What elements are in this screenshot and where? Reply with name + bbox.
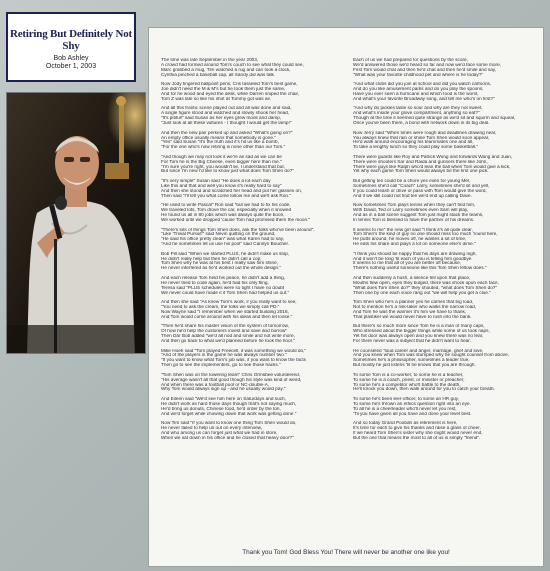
poem-line: But mostly he just listens 'til he knows that you are through. [353, 363, 476, 368]
poem-line: You always knew that rain or shine Tom Shen would soon appear, [353, 135, 490, 140]
poem-line: Tom Z was late so like his shot at Tommy got was air. [161, 96, 272, 101]
poem-line: We'd answered those we'd heard so far and now we'd face some more, [353, 62, 501, 67]
poem-line: "What does Tom Shen do?" they shouted, "what does Tom Shen do?" [353, 285, 498, 290]
poem-line: To some he's been leer-officer, to some an HR guy, [353, 397, 459, 402]
poem-line: "What was your favorite childhood pet and where is he today?" [353, 72, 483, 77]
poem-line: "If you want to know what Tom's job was, if you want to know the facts [161, 358, 306, 363]
poem-line: "And though we may not look it we're as sad as we can be [161, 154, 282, 159]
poem-line: Now Tim said "If you want to know one thing Tom Shen would do, [161, 421, 297, 426]
poem-line: Of how he'd help the customers invest and save and borrow" [161, 329, 288, 334]
poem-line: And each release Tom held his peace, he didn't add a thing, [161, 275, 286, 280]
poem-line: But there's so much more since Tom he is a man of many caps, [353, 324, 485, 329]
poem-line: "For the one who's now retiring is none other than our Tom." [161, 145, 286, 150]
poem-line: "It's pitiful!" said Susan as her eyes grew moist and damp, [161, 116, 282, 121]
poem-line: And Eileen said "We'd see him here on Saturdays and such, [161, 397, 286, 402]
poem-line: "Then he'd share his master vision of the system of tomorrow, [161, 324, 289, 329]
poem-line: Joe didn't need the M & M's but he took them just the same, [161, 87, 286, 92]
poem-line: And then she said "As knew Tom's work, if you really want to see, [161, 300, 297, 305]
poem-line: It's time for each to give his thanks and raise a glass of cheer, [353, 426, 481, 431]
poem-line: Teresa said "PLUS schedules were so tight I have no doubt [161, 285, 285, 290]
poem-line: "There's lots of things Tom Shen does, ask the folks who've been around", [161, 227, 315, 232]
poem-line: That plastiker we would never have to rush into the bank. [353, 314, 472, 319]
poem-line: We worked until we dropped 'cause Tom had promised them the moon." [161, 217, 311, 222]
poem-line: Have you ever seen a hurricane and which food is the worst, [353, 91, 479, 96]
poem-line: And what's your favorite Broadway song, and tell me who's on first?" [353, 96, 495, 101]
poem-line: "You need to ask the cream, the folks we simply call PD." [161, 305, 280, 310]
poem-line: But since I'm new I'd like to know just what does Tom Shen do?" [161, 169, 294, 174]
poem-line: And so today Grand Poobah as retirement is here, [353, 421, 458, 426]
poem-left-column [161, 58, 336, 441]
poem-line: Then Dar Bob added "we'd all nod and smile and not write more, [161, 334, 295, 339]
poem-line: He eats his share and plays a lot on someone else's dime." [353, 242, 476, 247]
poem-line: And then she stood and scratched her head and put her glasses on, [161, 188, 302, 193]
poem-letter [149, 28, 543, 566]
poem-line: Now Jerry said "When times were rough and deadlines drawing near, [353, 130, 497, 135]
poem-line: Tom Shen's the kind of guy no one should miss too much 'round here, [353, 232, 498, 237]
poem-line: And you knew when Tom was stumped why he sought counsel from above, [353, 353, 509, 358]
man-at-microphone-photo [6, 92, 146, 354]
poem-line: Once you've been there, a bond with network down in its big deal. [353, 120, 490, 125]
poem-right-column [353, 58, 528, 441]
poem-line: For Tom he is the Big Cheese, even bigger here than me." [161, 159, 282, 164]
poem-line: Tom Shen who he's a planner yes he carries that big load, [353, 300, 474, 305]
poem-line: "And why do pickles taste so sour and why are they not sweet, [353, 106, 483, 111]
title-card [6, 12, 136, 82]
poem-line: Though at the time it seemed quite strange as we'd sit and squirm and squeal, [353, 116, 516, 121]
poem-footer: Thank you Tom! God Bless You! There will never be another one like you! [242, 549, 450, 556]
poem-line: Then one by one each voice rang out "we will help you get a clue." [353, 290, 491, 295]
poem-line: It seems to me" the new girl said "I think it's all quite clear, [353, 227, 473, 232]
poem-line: And as in a ball scene suggest Tom just might stack the teams, [353, 213, 484, 217]
poem-line: Mouths flew open, eyes they bulged, there was shock upon each face, [353, 280, 499, 285]
poem-line: But getting ten could be a chore yes even for young Mel, [353, 179, 471, 184]
poem-line: The time was late September in the year 2003, [161, 58, 259, 62]
poem-line: To some Tom is a co-worker, to some he is a teacher, [353, 372, 464, 377]
poem-line: And who among us can forget just what we had in store, [161, 430, 278, 435]
poem-line: To take a lengthy lunch so they could play some basketball." [353, 145, 478, 150]
poem-line: And it won't be long 'til each of you is telling him goodbye. [353, 256, 473, 261]
poem-line: Cynthia pinched a baseball cap, all Sandy did was talk. [161, 72, 276, 77]
poem-line: We traveled lots, Tom drove the car, especially when it snowed [161, 208, 292, 213]
poem-line: "Just look at all these vultures - I thought I would get the lamp!" [161, 120, 292, 125]
poem-line: To some he's thrown an ethics question right into an eye. [353, 401, 471, 406]
poem-line: He'll knock you down, then walk around for you to catch your breath. [353, 387, 495, 392]
poem-line: "It's very simple" Susan said "He does a lot each day [161, 179, 271, 184]
poem-line: And then the new pair perked up and asked "What's going on?" [161, 130, 293, 135]
poem-line: Not to mention he's a risk-taker who walks the narrow road, [353, 305, 477, 310]
poem-line: Marc grabbed a mug, Tim watched a rug and can took a clock, [161, 67, 291, 72]
poem-line: "Yes" said Susan "It's the truth and it's hit us like a bomb, [161, 140, 279, 145]
poem-line: Then said "I'll tell you what come follow me and we'll ask Ron." [161, 193, 291, 198]
poem-line: A single figure stood and watched and slowly shook her head, [161, 111, 290, 116]
poem-line: If you could leash or drive or pass with Tom would give the word, [353, 188, 487, 193]
poem-line: "He used to write Pascal" Ron said "but we had to fix his code, [161, 203, 291, 208]
poem-line: He found us all in 80 jobs which was always quite the boon, [161, 213, 285, 217]
poem-line: He putts around, he moves off, he wastes a lot of time, [353, 237, 467, 242]
poem-line: And then suddenly a hush, a silence fell upon that place, [353, 275, 471, 280]
poem-line: He never tried to code again, he'd had his only fling, [161, 280, 269, 285]
poem-line: To some he's a competitor who'll battle to the death, [353, 382, 461, 387]
poem-line: Sometimes she'd call "Coach" Larry, sometimes she'd sit and yell, [353, 183, 490, 188]
poem-line: "I'm sure you're right, you wouldn't lie, I understand that but, [161, 164, 285, 169]
poem-line: Then go to see the implementers, go to see those hacks." [161, 363, 281, 368]
poem-date: October 1, 2003 [45, 63, 97, 70]
poem-line: He never failed to help us out on every interview, [161, 426, 263, 431]
author-name: Bob Ashley [53, 55, 89, 62]
poem-line: Now Jody fingered ballpoint pens, Cris tasseled Tom's best game, [161, 82, 298, 87]
poem-line: And when there was a football pool or NC-double-A, [161, 382, 270, 387]
poem-line: We never could have made it if Tom Shen had helped us out." [161, 290, 290, 295]
poem-line: "And what clubs did you join at school and did you watch cartoons, [353, 82, 492, 87]
poem-line: He counseled "loud career and anger, marriage, grief and love, [353, 348, 484, 353]
poem-line: For there never was a subject that he didn't want to hear. [353, 338, 471, 343]
poem-line: "His average wasn't all that good though his style was kind of weird, [161, 377, 302, 382]
poem-line: There were shooters Sar and Raida and gunners there like John, [353, 159, 488, 164]
poem-line: And Tom would come around with his ideas and then let loose." [161, 314, 293, 319]
poem-line: And Tom he was the warmer it's him we have to thank, [353, 309, 467, 314]
poem-line: "I think you should be happy that his days are drawing nigh, [353, 251, 477, 256]
poem-line: To some he is a coach, priest, or minister or preacher, [353, 377, 465, 382]
poem-line: Like this and that and well you know it's really hard to say" [161, 183, 282, 188]
poem-line: There were guards like Roy and Patrick Wong and forwards Wang and Juan, [353, 154, 513, 159]
poem-line: And for he wood and eyed the desk, while Darren sniped the chair, [161, 91, 300, 96]
poem-line: Tom Shen why he was at his best I really saw him shine, [161, 261, 278, 266]
poem-line: "And he sometimes let us use his pool" said Carolyn Boucher. [161, 242, 290, 247]
poem-line: Now Wayne said "I remember when we started building 2016, [161, 309, 289, 314]
poem-line: If we heard Tom Shen's sister why she might would never end, [353, 430, 483, 435]
poem-line: Mike Hoeh said "Tom played Freecell, it was something we would do," [161, 348, 307, 353]
photo-illustration [7, 93, 146, 354]
poem-line: When we sat down in his office and he closed that heavy door?" [161, 435, 294, 440]
poem-line: Each of us we had prepared for questions by the score, [353, 58, 468, 62]
poem-line: And do you like amusement parks and do you play the spoons, [353, 87, 484, 92]
poem-line: And we'd forget while chowing down that work was getting done." [161, 411, 297, 416]
poem-line: "Like 'Trivial Pursuit'" said Nevin quitting on the ground, [161, 232, 276, 237]
poem-line: And then go back to what we'd planned before he took the floor." [161, 338, 295, 343]
poem-line: He didn't work as hard those days though that's not saying much, [161, 401, 297, 406]
poem-line: Now sometimes Tom plays tennis when they can't find him, [353, 203, 476, 208]
poem-line: There's nothing useful someone like this Tom Shen fellow does." [353, 266, 487, 271]
poem-line: And all this frantic scene played out and all was done and said, [161, 106, 292, 111]
poem-line: "He said his office pretty clean" was what Karen had to say, [161, 237, 285, 242]
poem-line: And if we still could not find ten we'd end up calling Dave. [353, 193, 472, 198]
poem-line: He'd bring us donuts, Chinese food, he'd order by the ton, [161, 406, 281, 411]
poem-line: Sometimes he's a philosopher, sometimes a leader true, [353, 358, 470, 363]
poem-line: And what's inside your glove compartment, anything so eat?" [353, 111, 480, 116]
poem-line: In tennis Tom is blessed to have the partner of his dreams. [353, 217, 475, 222]
poem-line: To all he is a cheerleader who'll never let you rest, [353, 406, 457, 411]
poem-line: 'Til you have given all you have and done your level best. [353, 411, 472, 416]
poem-line: Bob Pill said "When we started PLUS, he didn't make us stop, [161, 251, 290, 256]
poem-line: It seems to me that all of you are better off because, [353, 261, 462, 266]
poem-line: A crowd had formed around Tom's couch to see what they could see, [161, 62, 304, 67]
poem-line: But the one that means the most to all of us is simply "friend". [353, 435, 481, 440]
poem-line: First Tom would chat and then he'd chat and then he'd smile and say, [353, 67, 497, 72]
poem-line: "And of the players in the game he was always number two." [161, 353, 287, 358]
poem-line: Yet why each game Tom Shen would always be the first one pick. [353, 169, 489, 174]
poem-line: Who stressed about the bigger things while some of us took naps, [353, 329, 490, 334]
poem-line: An empty office usually means that somebody is gone." [161, 135, 276, 140]
poem-line: Yet his door was always open and you knew there was no fear, [353, 334, 484, 339]
poem-line: He didn't really help but then he didn't call a cop, [161, 256, 262, 261]
poem-line: He never interfered as he'd worked out the whole design." [161, 266, 282, 271]
poem-line: He'd walk around encouraging his teammates one and all, [353, 140, 474, 145]
poem-line: Why Tom would always sign up - and he usually would pay." [161, 387, 286, 392]
poem-line: There were guys like Ralph who'd lean the ball when Tom would give a kick, [353, 164, 511, 169]
poem-line: With David, Ted or Larry sometimes even Sam will play, [353, 208, 469, 213]
poem-title: Retiring But Definitely Not Shy [10, 28, 132, 52]
poem-line: "Tom Shen was on the towering team" Chris Ormsbee volunteered, [161, 372, 301, 377]
